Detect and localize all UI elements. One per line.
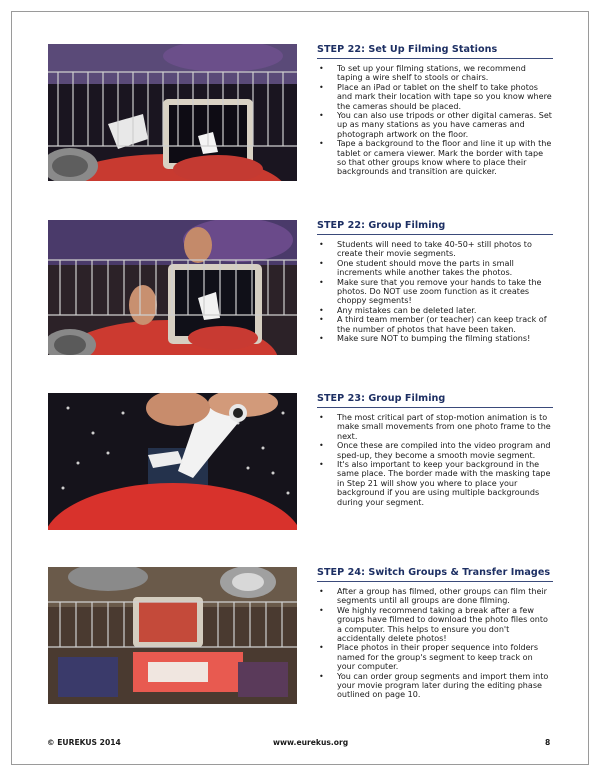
step-group-filming	[317, 220, 553, 343]
footer-website[interactable]: www.eurekus.org	[273, 738, 349, 747]
list-item: • Make sure NOT to bumping the filming stations!	[317, 334, 553, 343]
list-item: • To set up your filming stations, we recommend taping a wire shelf to stools or chairs.	[317, 64, 553, 83]
list-item: • You can also use tripods or other digital cameras. Set up as many stations as you have cameras and photograph artwork on the floor.	[317, 111, 553, 139]
step-title: STEP 24: Switch Groups & Transfer Images	[317, 567, 553, 582]
list-item: • Any mistakes can be deleted later.	[317, 306, 553, 315]
list-item: • After a group has filmed, other groups can film their segments until all groups are done filming.	[317, 587, 553, 606]
list-item: • You can order group segments and import them into your movie program later during the editing phase outlined on page 10.	[317, 672, 553, 700]
list-item: • It's also important to keep your background in the same place. The border made with the masking tape in Step 21 will show you where to place your background if you are using multiple backgrounds during your segment.	[317, 460, 553, 507]
bullet-list	[317, 240, 553, 343]
step-title: STEP 22: Set Up Filming Stations	[317, 44, 553, 59]
bullet-list	[317, 64, 553, 177]
footer-page-number: 8	[545, 738, 551, 747]
photo-stop-motion-closeup	[48, 393, 297, 530]
list-item: • We highly recommend taking a break after a few groups have filmed to download the photo files onto a computer. This helps to ensure you don't accidentally delete photos!	[317, 606, 553, 644]
step-title: STEP 22: Group Filming	[317, 220, 553, 235]
list-item: • One student should move the parts in small increments while another takes the photos.	[317, 259, 553, 278]
list-item: • The most critical part of stop-motion animation is to make small movements from one photo frame to the next.	[317, 413, 553, 441]
bullet-list	[317, 413, 553, 507]
bullet-list	[317, 587, 553, 700]
photo-switch-groups	[48, 567, 297, 704]
step-title: STEP 23: Group Filming	[317, 393, 553, 408]
footer-copyright: © EUREKUS 2014	[47, 738, 121, 747]
list-item: • Tape a background to the floor and line it up with the tablet or camera viewer. Mark the border with tape so that other groups know where to place their backgrounds and transition are quicker.	[317, 139, 553, 177]
list-item: • Once these are compiled into the video program and sped-up, they become a smooth movie segment.	[317, 441, 553, 460]
list-item: • Place an iPad or tablet on the shelf to take photos and mark their location with tape so you know where the cameras should be placed.	[317, 83, 553, 111]
step-group-filming-movements	[317, 393, 553, 507]
list-item: • A third team member (or teacher) can keep track of the number of photos that have been taken.	[317, 315, 553, 334]
step-switch-groups	[317, 567, 553, 700]
photo-filming-station	[48, 44, 297, 181]
step-set-up-filming-stations	[317, 44, 553, 177]
list-item: • Make sure that you remove your hands to take the photos. Do NOT use zoom function as it creates choppy segments!	[317, 278, 553, 306]
list-item: • Place photos in their proper sequence into folders named for the group's segment to keep track on your computer.	[317, 643, 553, 671]
photo-group-filming	[48, 220, 297, 355]
list-item: • Students will need to take 40-50+ still photos to create their movie segments.	[317, 240, 553, 259]
